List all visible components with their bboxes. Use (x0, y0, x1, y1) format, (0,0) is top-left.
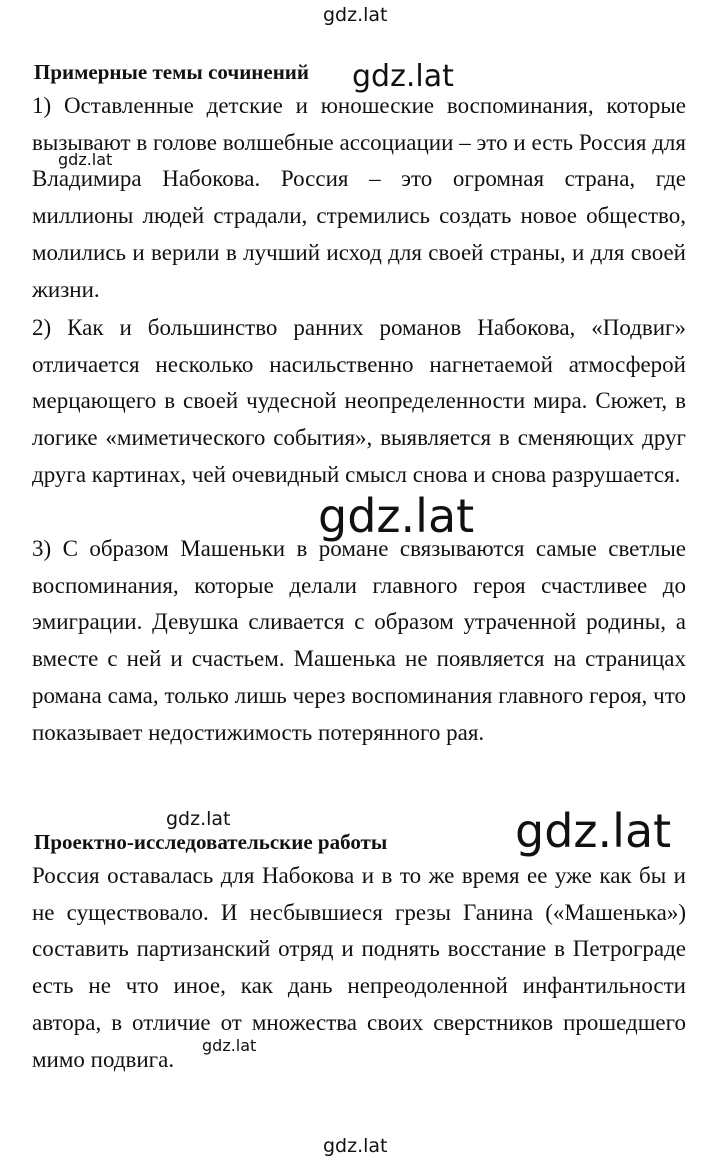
watermark-center: gdz.lat (318, 489, 475, 543)
essay-item-1: 1) Оставленные детские и юношеские воспоминания, которые вызывают в голове волшебные ассоциации – это и есть Россия для Владимира Набокова. Россия – это огромная страна, где миллионы людей страдали, стремились создать новое общество, молились и верили в лучший исход для своей страны, и для своей жизни. (32, 93, 686, 302)
watermark-mid-left: gdz.lat (166, 808, 231, 830)
essay-item-2: 2) Как и большинство ранних романов Набокова, «Подвиг» отличается несколько насильственно нагнетаемой атмосферой мерцающего в своей чудесной неопределенности мира. Сюжет, в логике «миметического события», выявляется в сменяющих друг друга картинах, чей очевидный смысл снова и снова разрушается. (32, 315, 686, 487)
essay-item-3: 3) С образом Машеньки в романе связываются самые светлые воспоминания, которые делали главного героя счастливее до эмиграции. Девушка сливается с образом утраченной родины, а вместе с ней и счастьем. Машенька не появляется на страницах романа сама, только лишь через воспоминания главного героя, что показывает недостижимость потерянного рая. (32, 536, 686, 745)
watermark-left: gdz.lat (58, 150, 113, 169)
watermark-heading: gdz.lat (352, 59, 454, 94)
watermark-right: gdz.lat (515, 804, 672, 858)
watermark-top: gdz.lat (323, 4, 388, 26)
watermark-bottom: gdz.lat (323, 1135, 388, 1157)
watermark-lower: gdz.lat (202, 1036, 257, 1055)
projects-heading: Проектно-исследовательские работы (34, 830, 388, 854)
essay-topics-heading: Примерные темы сочинений (34, 60, 310, 84)
projects-text: Россия оставалась для Набокова и в то же время ее уже как бы и не существовало. И несбывшиеся грезы Ганина («Машенька») составить партизанский отряд и поднять восстание в Петрограде есть не что иное, как дань непреодоленной инфантильности автора, в отличие от множества своих сверстников прошедшего мимо подвига. (32, 863, 686, 1072)
